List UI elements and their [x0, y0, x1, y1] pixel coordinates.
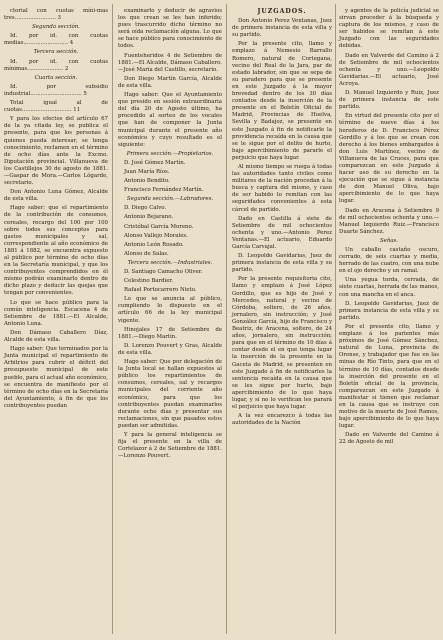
- paragraph: Don Diego Martín García, Alcalde de esta villa.: [118, 75, 222, 89]
- column-divider: [112, 4, 113, 634]
- paragraph: Un caballo castaño oscuro, cerrado, de seis cuartas y media, herrado de las cuatro, con una nube en el ojo derecho y un ramal.: [339, 247, 439, 275]
- paragraph: Hinojales 17 de Setiembre de 1881.—Diego Martín.: [118, 326, 222, 340]
- paragraph: Francisco Fernández Martín.: [124, 187, 204, 194]
- paragraph: Id. por subsidio industrial.............................. 5: [4, 83, 108, 97]
- paragraph: Lo que se anuncia al público, cumpliendo lo dispuesto en el artículo 66 de la ley municipal vigente.: [118, 296, 222, 324]
- paragraph: Hago saber: Que el Ayuntamiento que presido en sesión extraordinaria del día 20 de Agosto último, ha procedido al sorteo de los vocales que han de componer la Junta municipal durante el presente año económico y cuyo resultado es el siguiente:: [118, 92, 222, 148]
- paragraph: Dado en Valverde del Camino á 2 de Setiembre de mil ochocientos ochenta y uno.—Leopoldo Gavidarias.—El actuario, José Acroya.: [339, 52, 439, 87]
- paragraph: Fuenteheridos 4 de Setiembre de 1881.—El Alcalde, Dámaso Caballero.—José María del Castillo, secretario.: [118, 52, 222, 73]
- paragraph: Una yegua torda, cerrada, de siete cuartas, herrada de las manos, con una mancha en el anca.: [339, 277, 439, 298]
- paragraph: D. Leopoldo Gavidarias, Juez de primera instancia de esta villa y su partido.: [339, 300, 439, 321]
- paragraph: Dado en Castilla á siete de Setiembre de mil ochocientos ochenta y uno.—Antonio Perez Ventanas.—El actuario, Eduardo García Carvajal.: [232, 215, 332, 250]
- column-3: [232, 8, 332, 429]
- paragraph: D. Santiago Camacho Oliver.: [124, 269, 203, 275]
- paragraph: D. José Gómez Martín.: [124, 159, 186, 166]
- paragraph: Dado en Aracena á Setiembre 9 de mil ochocientos ochenta y uno.—Manuel Izquierdo Ruiz.—Francisco Duarte Sánchez.: [339, 207, 439, 235]
- paragraph: Segunda sección.: [32, 24, 80, 31]
- paragraph: Y para los efectos del artículo 67 de la ya citada ley, se publica el presente, para que los personas á quienes pueda interesar, se tenga conocimiento, reclamen en el término de ocho días ante la Excmo. Diputación provincial. Villanueva de los Castillejos 30 de agosto de 1881.—Gaspar de Mora.—Carlos Lógarde, secretario.: [4, 116, 108, 187]
- paragraph: Id. por id. con cuotas medias.......................... 4: [4, 33, 108, 47]
- paragraph: Cuarta sección.: [34, 74, 78, 81]
- paragraph: Id. por id. con cuotas mínimas..................... 2: [4, 58, 108, 72]
- paragraph: Al mismo tiempo se ruega á todas las autoridades tanto civiles como militares de la nación procedan á la busca y captura del mismo, y caso de ser habido lo remitan con las seguridades convenientes á esta cárcel de partido.: [232, 163, 332, 213]
- paragraph: y agentes de la policía judicial se sirvan proceder á la búsqueda y captura de los mismos, y caso de ser habidos se remitan á este Juzgado con las seguridades debidas.: [339, 8, 439, 50]
- paragraph: Por la presente cito, llamo y emplazo á Nemesio Barrallo Romero, natural de Cortegana, vecino del Real de la Jara, par de estado labrador, sin que se sepa de su paradero para que se presente en este Juzgado á la mayor brevedad dentro de los 30 días contados desde la inserción de la presente en el Boletín Oficial de Madrid, Provincias de Huelva, Sevilla y Badajoz, se presente en este Juzgado á fin de notificarle la providencia recaída en la causa que se le sigue por el delito de hurto, bajo apercibimiento de pararle el perjuicio que haya lugar.: [232, 41, 332, 161]
- paragraph: Tercera sección.—Industriales.: [127, 259, 213, 266]
- paragraph: Juan María Ríos.: [124, 168, 170, 175]
- paragraph: Total igual al de cuotas............................. 11: [4, 100, 108, 114]
- paragraph: Dado en Valverde del Camino á 22 de Agosto de mil: [339, 432, 439, 446]
- paragraph: Don Dámaso Caballero Díaz, Alcalde de esta villa.: [4, 329, 108, 344]
- paragraph: Antonio León Rosado.: [124, 241, 184, 248]
- paragraph: Alonso de Salas.: [124, 250, 169, 257]
- column-1: [4, 8, 108, 412]
- paragraph: Hago saber: Que por delegación de la Junta local se hallan expuestos al público los repartimientos de consumos, cereales, sal y recargos municipales del corriente año económico, para que los contribuyentes puedan examinarlos durante ocho días y presentar sus reclamaciones, sin que pasados estos puedan ser admitidas.: [118, 359, 222, 429]
- paragraph: Celestino Bardier.: [124, 278, 174, 285]
- paragraph: Por la presente requisitoria cito, llamo y emplazo á José López Gordillo, que es hijo de José y Mercedes, natural y vecino de Córdoba, soltero, de 26 años, jornalero, sin instrucción; y José González García, hijo de Francisco y Beatriz, de Aracena, soltero, de 24 años, jornalero, sin instrucción; para que en el término de 10 días á contar desde el en que tenga lugar la inserción de la presente en la Gaceta de Madrid, se presenten en este Juzgado á fin de notificarles la sentencia recaída en la causa que se les sigue por hurto, bajo apercibimiento de lo que haya lugar, y si no lo verifican les parará el perjuicio que haya lugar.: [232, 276, 332, 411]
- paragraph: D. Leopoldo Gavidarias, Juez de primera instancia de esta villa y su partido.: [232, 253, 332, 274]
- paragraph: examinarlo y deducir de agravios los que crean se les han inferido; pues trascurrido dicho término no será oída reclamación alguna. Lo que se hace público para conocimiento de todos.: [118, 8, 222, 50]
- paragraph: Antonio Bendito.: [124, 178, 170, 185]
- paragraph: Segunda sección.—Labradores.: [126, 196, 214, 203]
- paragraph: Señas.: [379, 237, 399, 244]
- paragraph: Alonso Vallejo Morales.: [124, 232, 188, 239]
- paragraph: Antonio Bejarano.: [124, 214, 174, 221]
- paragraph: Rafael Portocarrero Nieto.: [124, 287, 197, 294]
- paragraph: Don Antonio Perez Ventanas, Juez de primera instancia de esta villa y su partido.: [232, 18, 332, 39]
- column-4: [339, 8, 439, 449]
- paragraph: Hago saber: Que terminados por la Junta municipal el repartimiento de Arbitrios para cubrir el déficit del presupuesto municipal de este pueblo, para el actual año económico, se encuentra de manifiesto por el término de ocho días en la Secretaría del Ayuntamiento, á fin de que los contribuyentes puedan: [4, 346, 108, 409]
- paragraph: D. Diego Calvo.: [124, 205, 167, 212]
- paragraph: En virtud del presente cito por el término de nueve días á los herederos de D. Francisco Pérez Gordillo y á los que se crean con derecho á los bienes embargados á don Luis Martínez, vecino de Villanueva de las Cruces, para que comparezcan en este Juzgado á hacer uso de su derecho en la ejecución que se sigue á instancia de don Manuel Oliva, bajo apercibimiento de lo que haya lugar.: [339, 113, 439, 205]
- paragraph: Por el presente cito, llamo y emplazo á los parientes más próximos de José Gómez Sánchez, natural de Luna, provincia de Orense, y trabajador que fue en las minas de Río Tinto, para que en el término de 10 días, contados desde la inserción del presente en el Boletín oficial de la provincia, comparezcan en este Juzgado á manifestar si tienen que reclamar en la causa que se instruye con motivo de la muerte de José Ramos, bajo apercibimiento de lo que haya lugar.: [339, 323, 439, 430]
- paragraph: Lo que se hace público para la común inteligencia. Escacena 4 de Setiembre de 1881.—El Alcalde, Antonio Luna.: [4, 299, 108, 327]
- paragraph: Don Antonio Luna Gómez, Alcalde de esta villa.: [4, 189, 108, 203]
- column-2: [118, 8, 222, 462]
- paragraph: Hago saber: que el repartimiento de la contribución de consumos, cereales, recargo del 100 por 100 sobre todos sus conceptos para gastos municipales y sal, correspondiente al año económico de 1881 á 1882, se encuentra expuesto al público por término de ocho días en la Secretaría municipal, y que los contribuyentes comprendidos en él mismo podrán examinarlo dentro de dicho plazo y deducir las quejas que tengan por convenientes.: [4, 205, 108, 297]
- column-divider: [335, 4, 336, 634]
- paragraph: Y para la general inteligencia se fija el presente en la villa de Cortelazor á 2 de Setiembre de 1881.—Lorenzo Pouvert.: [118, 431, 222, 460]
- paragraph: D. Manuel Izquierdo y Ruiz, Juez de primera instancia de este partido.: [339, 90, 439, 111]
- paragraph: A la vez encarezco á todas las autoridades de la Nación: [232, 413, 332, 427]
- paragraph: Cristóbal García Moreno.: [124, 223, 194, 230]
- paragraph: Primera sección.—Propietarios.: [126, 150, 214, 157]
- column-divider: [226, 4, 227, 634]
- paragraph: ctorial con cuotas míni-mas tres........................ 3: [4, 8, 108, 22]
- paragraph: Tercera sección.: [33, 49, 79, 56]
- paragraph: D. Lorenzo Pouvert y Gras, Alcalde de esta villa.: [118, 342, 222, 356]
- section-heading: JUZGADOS.: [257, 8, 307, 15]
